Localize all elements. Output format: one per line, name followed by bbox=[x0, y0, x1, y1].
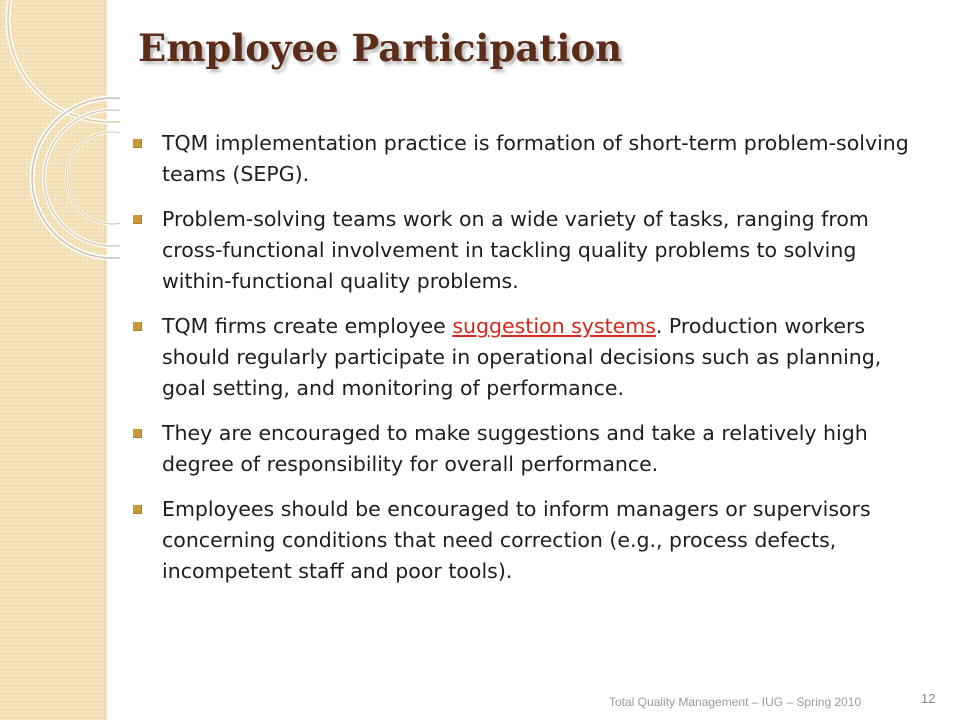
bullet-text-before-link: TQM firms create employee bbox=[162, 314, 453, 338]
bullet-item bbox=[131, 418, 921, 480]
slide-footer: Total Quality Management – IUG – Spring 2010 bbox=[609, 695, 862, 709]
bullet-text: TQM implementation practice is formation of short-term problem-solving teams (SEPG). bbox=[162, 131, 909, 186]
suggestion-systems-link[interactable]: suggestion systems bbox=[452, 314, 656, 338]
bullet-list bbox=[131, 128, 921, 601]
bullet-text: Employees should be encouraged to inform managers or supervisors concerning conditions that need correction (e.g., process defects, incompetent staff and poor tools). bbox=[162, 497, 871, 583]
bullet-item bbox=[131, 128, 921, 190]
concentric-circles-decoration bbox=[0, 0, 120, 260]
bullet-text-after-link: . Production workers should regularly participate in operational decisions such as planning, goal setting, and monitoring of performance. bbox=[162, 314, 882, 400]
bullet-text: Problem-solving teams work on a wide variety of tasks, ranging from cross-functional involvement in tackling quality problems to solving within-functional quality problems. bbox=[162, 207, 869, 293]
bullet-text: They are encouraged to make suggestions and take a relatively high degree of responsibility for overall performance. bbox=[162, 421, 868, 476]
slide-title: Employee Participation bbox=[138, 26, 623, 70]
square-bullet-icon bbox=[133, 139, 142, 148]
page-number: 12 bbox=[921, 691, 936, 706]
square-bullet-icon bbox=[133, 215, 142, 224]
bullet-item bbox=[131, 204, 921, 297]
square-bullet-icon bbox=[133, 429, 142, 438]
square-bullet-icon bbox=[133, 322, 142, 331]
bullet-item bbox=[131, 311, 921, 404]
square-bullet-icon bbox=[133, 505, 142, 514]
bullet-item bbox=[131, 494, 921, 587]
